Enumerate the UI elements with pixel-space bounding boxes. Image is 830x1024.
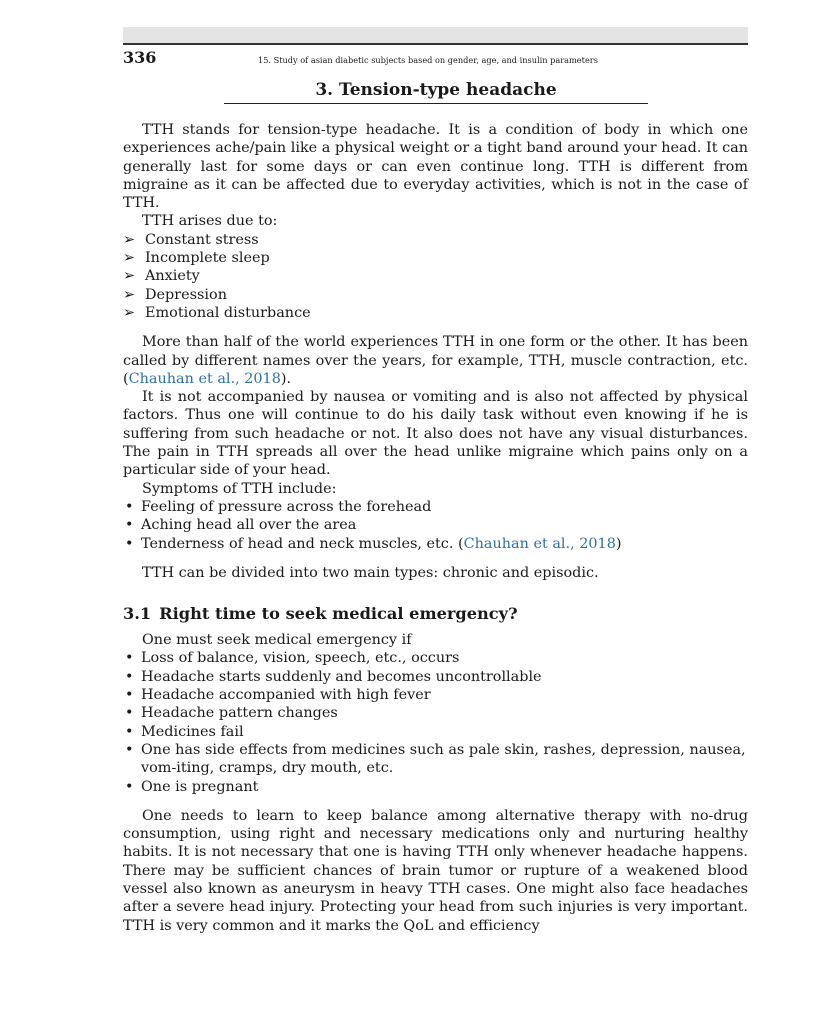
bullet-icon: • xyxy=(125,741,134,758)
list-item: ➢ Incomplete sleep xyxy=(123,250,270,267)
list-item: • Headache starts suddenly and becomes uncontrollable xyxy=(125,668,542,685)
paragraph: TTH arises due to: xyxy=(142,213,278,230)
subsection-number: 3.1 xyxy=(123,604,152,624)
section-title xyxy=(224,80,648,104)
list-item: ➢ Constant stress xyxy=(123,231,259,248)
citation-link[interactable]: Chauhan et al., 2018 xyxy=(128,370,281,387)
paragraph: One must seek medical emergency if xyxy=(142,632,412,649)
arrow-marker-icon: ➢ xyxy=(123,268,136,285)
subsection-title: Right time to seek medical emergency? xyxy=(159,604,518,624)
bullet-icon: • xyxy=(125,723,134,740)
running-head: 15. Study of asian diabetic subjects based on gender, age, and insulin parameters xyxy=(258,55,598,65)
paragraph: One needs to learn to keep balance among alternative therapy with no-drug consumption, using right and necessary medications only and nurturing healthy habits. It is not necessary that one is having TTH only whenever headache happens. There may be sufficient chances of brain tumor or rupture of a weakened blood vessel also known as aneurysm in heavy TTH cases. One might also face headaches after a severe head injury. Protecting your head from such injuries is very important. TTH is very common and it marks the QoL and efficiency xyxy=(123,807,748,934)
arrow-marker-icon: ➢ xyxy=(123,231,136,248)
paragraph: More than half of the world experiences TTH in one form or the other. It has been called by different names over the years, for example, TTH, muscle contraction, etc. (Chauhan et al., 2018). xyxy=(123,334,748,387)
list-item: ➢ Depression xyxy=(123,286,227,303)
arrow-marker-icon: ➢ xyxy=(123,250,136,267)
paragraph: Symptoms of TTH include: xyxy=(142,480,337,497)
arrow-marker-icon: ➢ xyxy=(123,286,136,303)
bullet-icon: • xyxy=(125,705,134,722)
paragraph: TTH can be divided into two main types: chronic and episodic. xyxy=(142,564,599,581)
bullet-icon: • xyxy=(125,517,134,534)
list-item: • One has side effects from medicines such as pale skin, rashes, depression, nausea, vom-iting, cramps, dry mouth, etc. xyxy=(125,741,746,777)
list-item: • Tenderness of head and neck muscles, etc. (Chauhan et al., 2018) xyxy=(125,535,622,552)
arrow-marker-icon: ➢ xyxy=(123,304,136,321)
list-item: ➢ Emotional disturbance xyxy=(123,304,311,321)
bullet-icon: • xyxy=(125,778,134,795)
list-item: • Feeling of pressure across the forehead xyxy=(125,498,432,515)
list-item: • Aching head all over the area xyxy=(125,517,357,534)
subsection-heading xyxy=(123,604,748,624)
page-number: 336 xyxy=(123,48,157,67)
causes-list xyxy=(123,231,748,322)
list-item: • Headache pattern changes xyxy=(125,705,338,722)
section-number: 3. xyxy=(315,80,334,100)
list-item: • Headache accompanied with high fever xyxy=(125,687,431,704)
section-title-text: Tension-type headache xyxy=(339,80,557,100)
body-text xyxy=(123,121,748,935)
paragraph: It is not accompanied by nausea or vomiting and is also not affected by physical factors. Thus one will continue to do his daily task without even knowing if he is suffering from such headache or not. It also does not have any visual disturbances. The pain in TTH spreads all over the head unlike migraine which pains only on a particular side of your head. xyxy=(123,389,748,479)
list-item: • Medicines fail xyxy=(125,723,244,740)
bullet-icon: • xyxy=(125,535,134,552)
symptoms-list xyxy=(123,498,748,553)
bullet-icon: • xyxy=(125,650,134,667)
header-band xyxy=(123,27,748,43)
bullet-icon: • xyxy=(125,687,134,704)
list-item: • One is pregnant xyxy=(125,778,259,795)
bullet-icon: • xyxy=(125,498,134,515)
emergency-list xyxy=(123,649,748,795)
list-item: ➢ Anxiety xyxy=(123,268,200,285)
citation-link[interactable]: Chauhan et al., 2018 xyxy=(463,535,616,552)
bullet-icon: • xyxy=(125,668,134,685)
header-rule xyxy=(123,43,748,45)
paragraph: TTH stands for tension-type headache. It is a condition of body in which one experiences ache/pain like a physical weight or a tight band around your head. It can generally last for some days or can even continue long. TTH is different from migraine as it can be affected due to everyday activities, which is not in the case of TTH. xyxy=(123,122,748,212)
list-item: • Loss of balance, vision, speech, etc., occurs xyxy=(125,650,460,667)
